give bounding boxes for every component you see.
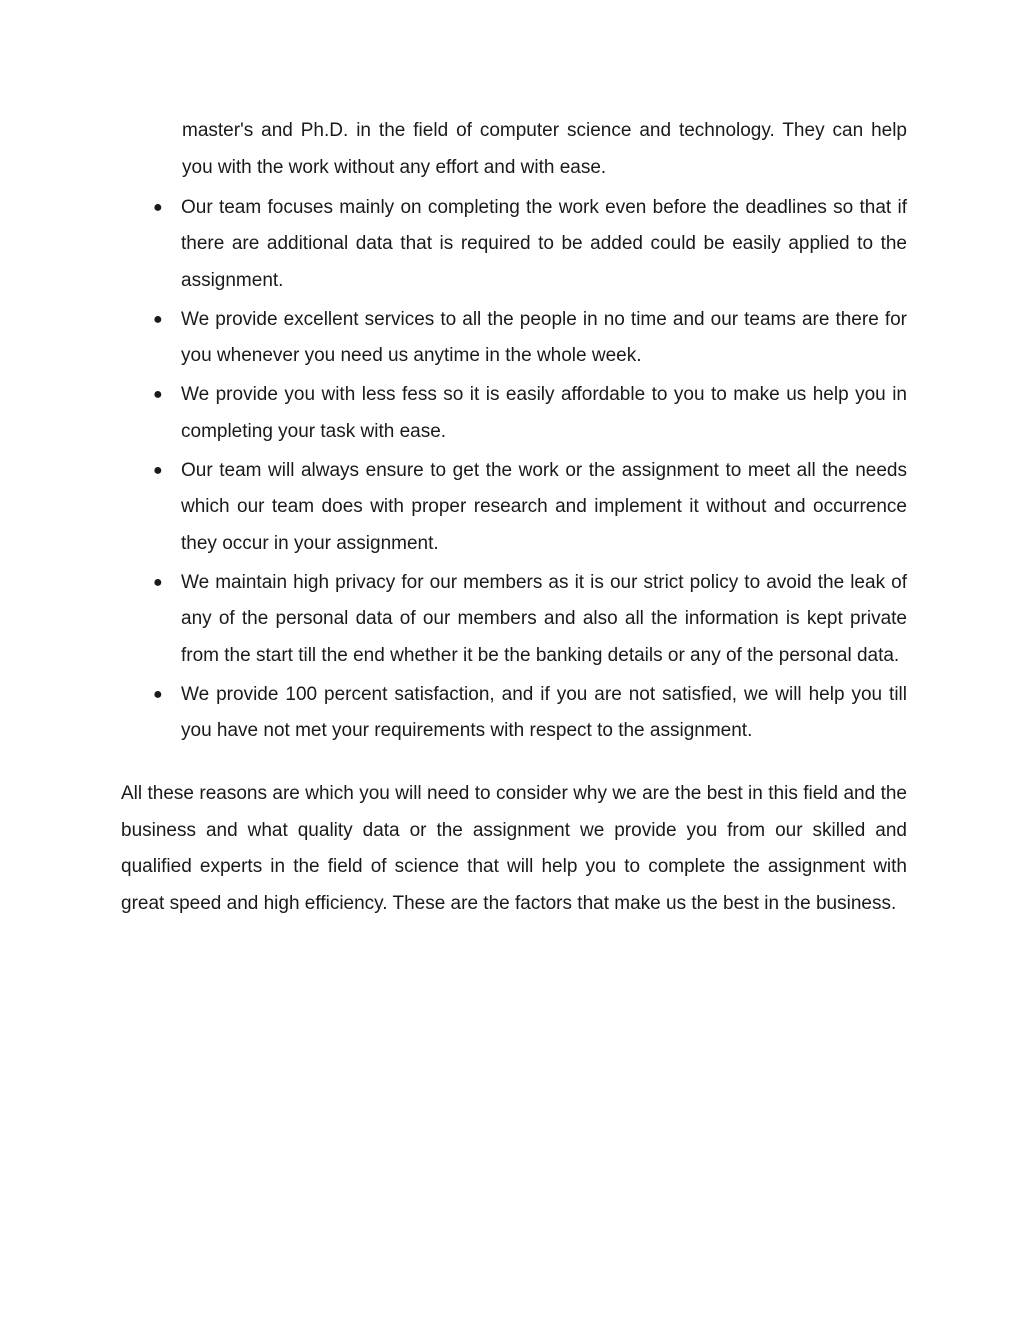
document-content [121,113,907,922]
bullet-icon: ● [153,199,163,216]
bullet-icon: ● [153,386,163,404]
closing-paragraph: All these reasons are which you will need to consider why we are the best in this field and the business and what quality data or the assignment we provide you from our skilled and qualified experts in the field of science that will help you to complete the assignment with great speed and high efficiency. These are the factors that make us the best in the business. [121,783,907,914]
list-item [121,677,907,750]
list-item-text: We provide excellent services to all the people in no time and our teams are there for you whenever you need us anytime in the whole week. [181,308,907,367]
bullet-icon: ● [153,310,163,328]
list-item [121,190,907,299]
list-item [121,302,907,375]
bullet-icon: ● [153,573,163,591]
reasons-list [121,190,907,749]
list-item [121,453,907,562]
list-item-text: We maintain high privacy for our members as it is our strict policy to avoid the leak of any of the personal data of our members and also all the information is kept private from the start till the end whether it be the banking details or any of the personal data. [181,571,907,666]
continuation-paragraph: master's and Ph.D. in the field of computer science and technology. They can help you with the work without any effort and with ease. [182,120,907,178]
list-item-text: We provide 100 percent satisfaction, and if you are not satisfied, we will help you till you have not met your requirements with respect to the assignment. [181,683,907,742]
list-item [121,377,907,450]
list-item-text: Our team focuses mainly on completing the work even before the deadlines so that if there are additional data that is required to be added could be easily applied to the assignment. [181,197,907,291]
list-item [121,565,907,674]
bullet-icon: ● [153,462,163,480]
list-item-text: Our team will always ensure to get the work or the assignment to meet all the needs which our team does with proper research and implement it without and occurrence they occur in your assignment. [181,460,907,554]
list-item-text: We provide you with less fess so it is easily affordable to you to make us help you in completing your task with ease. [181,384,907,442]
bullet-icon: ● [153,685,163,703]
